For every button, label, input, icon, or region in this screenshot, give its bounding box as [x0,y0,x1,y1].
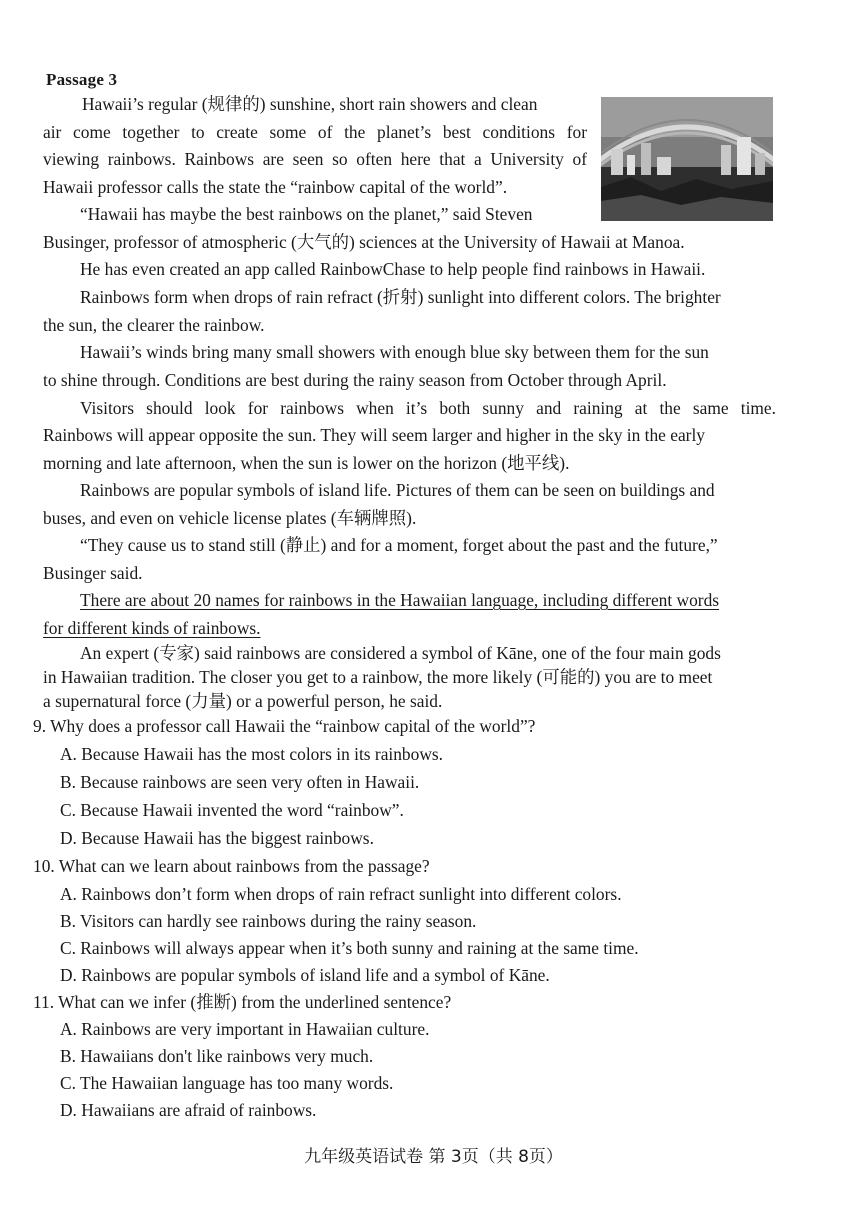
question-9: 9. Why does a professor call Hawaii the “rainbow capital of the world”? [33,716,536,736]
passage-line: buses, and even on vehicle license plates (车辆牌照). [43,508,417,528]
passage-line: He has even created an app called RainbowChase to help people find rainbows in Hawaii. [80,259,706,279]
passage-line: Visitors should look for rainbows when it’s both sunny and raining at the same time. [80,398,776,418]
passage-title: Passage 3 [46,70,118,89]
option-10b: B. Visitors can hardly see rainbows during the rainy season. [60,911,477,931]
passage-line: “They cause us to stand still (静止) and for a moment, forget about the past and the future,” [80,535,718,555]
passage-line: the sun, the clearer the rainbow. [43,315,265,335]
passage-line: Businger said. [43,563,143,583]
passage-line: Hawaii’s winds bring many small showers with enough blue sky between them for the sun [80,342,709,362]
passage-line: viewing rainbows. Rainbows are seen so often here that a University of [43,149,587,169]
passage-line: air come together to create some of the planet’s best conditions for [43,122,587,142]
passage-line: to shine through. Conditions are best during the rainy season from October through April. [43,370,667,390]
passage-line: Businger, professor of atmospheric (大气的) sciences at the University of Hawaii at Manoa. [43,232,685,252]
passage-line: Rainbows are popular symbols of island life. Pictures of them can be seen on buildings and [80,480,715,500]
underlined-sentence: for different kinds of rainbows. [43,618,261,638]
underlined-sentence: There are about 20 names for rainbows in the Hawaiian language, including different words [80,590,720,610]
option-11b: B. Hawaiians don't like rainbows very much. [60,1046,374,1066]
passage-line: Hawaii’s regular (规律的) sunshine, short rain showers and clean [82,94,538,114]
question-10: 10. What can we learn about rainbows from the passage? [33,856,430,876]
passage-line: “Hawaii has maybe the best rainbows on the planet,” said Steven [80,204,533,224]
option-9d: D. Because Hawaii has the biggest rainbows. [60,828,374,848]
passage-line: An expert (专家) said rainbows are considered a symbol of Kāne, one of the four main gods [80,643,721,663]
passage-line: morning and late afternoon, when the sun is lower on the horizon (地平线). [43,453,570,473]
rainbow-photo [601,97,773,221]
passage-line: in Hawaiian tradition. The closer you get to a rainbow, the more likely (可能的) you are to meet [43,667,713,687]
option-10a: A. Rainbows don’t form when drops of rain refract sunlight into different colors. [60,884,622,904]
option-10d: D. Rainbows are popular symbols of island life and a symbol of Kāne. [60,965,550,985]
option-10c: C. Rainbows will always appear when it’s both sunny and raining at the same time. [60,938,639,958]
passage-line: Rainbows will appear opposite the sun. They will seem larger and higher in the sky in the early [43,425,705,445]
option-11a: A. Rainbows are very important in Hawaiian culture. [60,1019,430,1039]
option-9b: B. Because rainbows are seen very often in Hawaii. [60,772,420,792]
option-11d: D. Hawaiians are afraid of rainbows. [60,1100,317,1120]
option-9a: A. Because Hawaii has the most colors in its rainbows. [60,744,444,764]
option-9c: C. Because Hawaii invented the word “rainbow”. [60,800,404,820]
page-footer: 九年级英语试卷 第 3页（共 8页） [304,1147,563,1167]
passage-line: Rainbows form when drops of rain refract (折射) sunlight into different colors. The brighter [80,287,721,307]
option-11c: C. The Hawaiian language has too many words. [60,1073,394,1093]
passage-line: a supernatural force (力量) or a powerful person, he said. [43,691,443,711]
rainbow-photo-graphic [601,97,773,221]
question-11: 11. What can we infer (推断) from the underlined sentence? [33,992,452,1012]
passage-line: Hawaii professor calls the state the “rainbow capital of the world”. [43,177,508,197]
